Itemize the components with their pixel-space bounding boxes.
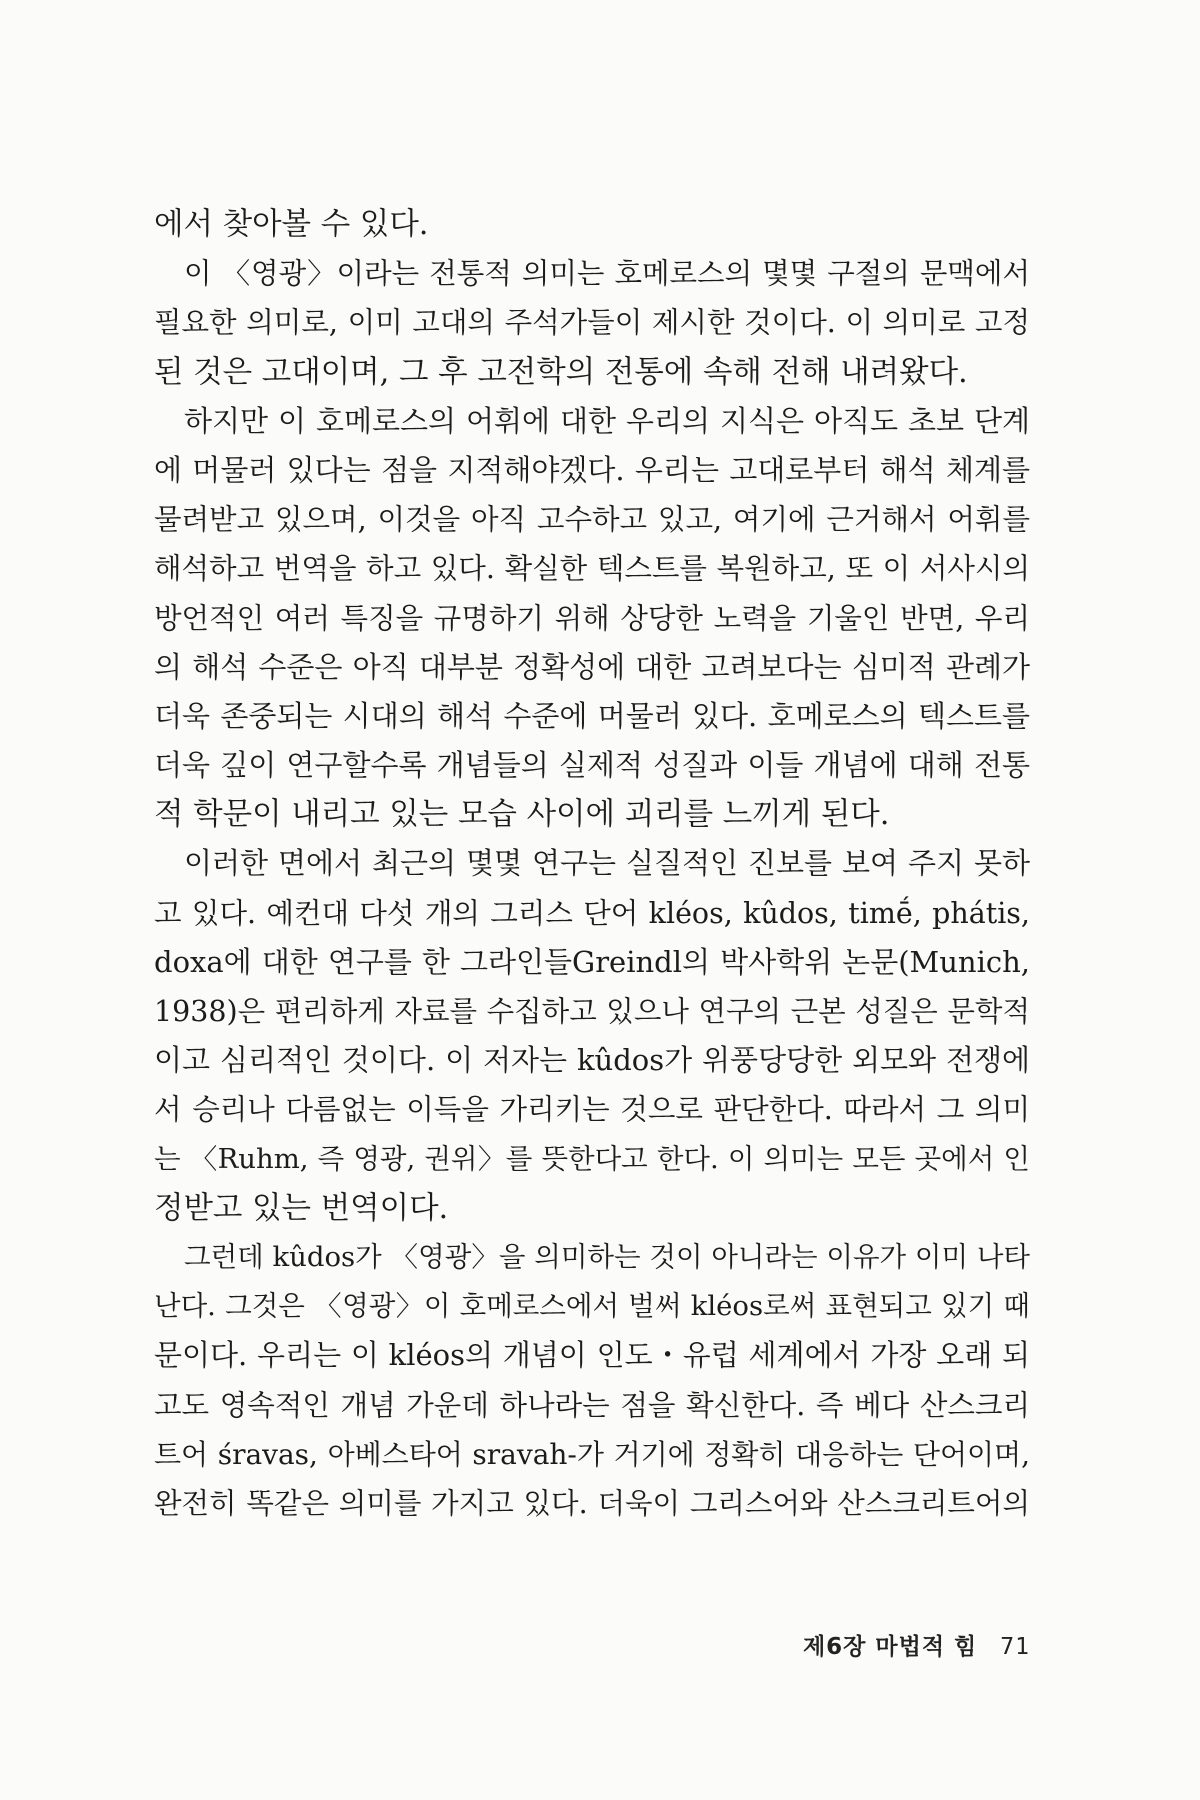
text-line: 적 학문이 내리고 있는 모습 사이에 괴리를 느끼게 된다.: [154, 797, 890, 833]
text-line: 정받고 있는 번역이다.: [154, 1190, 449, 1226]
text-line: 완전히 똑같은 의미를 가지고 있다. 더욱이 그리스어와 산스크리트어의: [154, 1486, 1030, 1520]
text-line: 에 머물러 있다는 점을 지적해야겠다. 우리는 고대로부터 해석 체계를: [154, 452, 1030, 487]
text-line: 하지만 이 호메로스의 어휘에 대한 우리의 지식은 아직도 초보 단계: [184, 403, 1030, 438]
text-line: 해석하고 번역을 하고 있다. 확실한 텍스트를 복원하고, 또 이 서사시의: [154, 552, 1030, 586]
text-line: 물려받고 있으며, 이것을 아직 고수하고 있고, 여기에 근거해서 어휘를: [154, 503, 1030, 537]
page-number: 71: [1000, 1634, 1030, 1660]
text-line: 문이다. 우리는 이 kléos의 개념이 인도・유럽 세계에서 가장 오래 되: [154, 1338, 1030, 1373]
text-line: doxa에 대한 연구를 한 그라인들Greindl의 박사학위 논문(Munich,: [154, 944, 1030, 979]
chapter-title: 제6장 마법적 힘: [802, 1634, 978, 1660]
running-footer: [803, 1628, 1030, 1661]
text-line: 이고 심리적인 것이다. 이 저자는 kûdos가 위풍당당한 외모와 전쟁에: [154, 1043, 1030, 1078]
text-line: 이 〈영광〉이라는 전통적 의미는 호메로스의 몇몇 구절의 문맥에서: [184, 257, 1030, 291]
text-line: 고도 영속적인 개념 가운데 하나라는 점을 확신한다. 즉 베다 산스크리: [154, 1388, 1030, 1422]
text-line: 그런데 kûdos가 〈영광〉을 의미하는 것이 아니라는 이유가 이미 나타: [184, 1240, 1030, 1273]
text-line: 에서 찾아볼 수 있다.: [154, 207, 429, 242]
text-line: 1938)은 편리하게 자료를 수집하고 있으나 연구의 근본 성질은 문학적: [154, 995, 1030, 1028]
body-text: [154, 200, 1030, 1528]
text-line: 더욱 깊이 연구할수록 개념들의 실제적 성질과 이들 개념에 대해 전통: [154, 748, 1030, 783]
text-line: 더욱 존중되는 시대의 해석 수준에 머물러 있다. 호메로스의 텍스트를: [154, 698, 1030, 733]
text-line: 방언적인 여러 특징을 규명하기 위해 상당한 노력을 기울인 반면, 우리: [154, 601, 1030, 635]
text-line: 의 해석 수준은 아직 대부분 정확성에 대한 고려보다는 심미적 관례가: [154, 649, 1030, 684]
text-line: 트어 śravas, 아베스타어 sravah-가 거기에 정확히 대응하는 단어이며,: [154, 1437, 1030, 1471]
text-line: 된 것은 고대이며, 그 후 고전학의 전통에 속해 전해 내려왔다.: [154, 354, 968, 390]
text-line: 이러한 면에서 최근의 몇몇 연구는 실질적인 진보를 보여 주지 못하: [184, 846, 1030, 881]
text-line: 서 승리나 다름없는 이득을 가리키는 것으로 판단한다. 따라서 그 의미: [154, 1093, 1030, 1127]
text-line: 는 〈Ruhm, 즉 영광, 권위〉를 뜻한다고 한다. 이 의미는 모든 곳에서 인: [154, 1142, 1030, 1175]
text-line: 필요한 의미로, 이미 고대의 주석가들이 제시한 것이다. 이 의미로 고정: [154, 306, 1030, 340]
text-line: 고 있다. 예컨대 다섯 개의 그리스 단어 kléos, kûdos, timḗ, phátis,: [154, 896, 1030, 930]
text-line: 난다. 그것은 〈영광〉이 호메로스에서 벌써 kléos로써 표현되고 있기 때: [154, 1290, 1030, 1323]
